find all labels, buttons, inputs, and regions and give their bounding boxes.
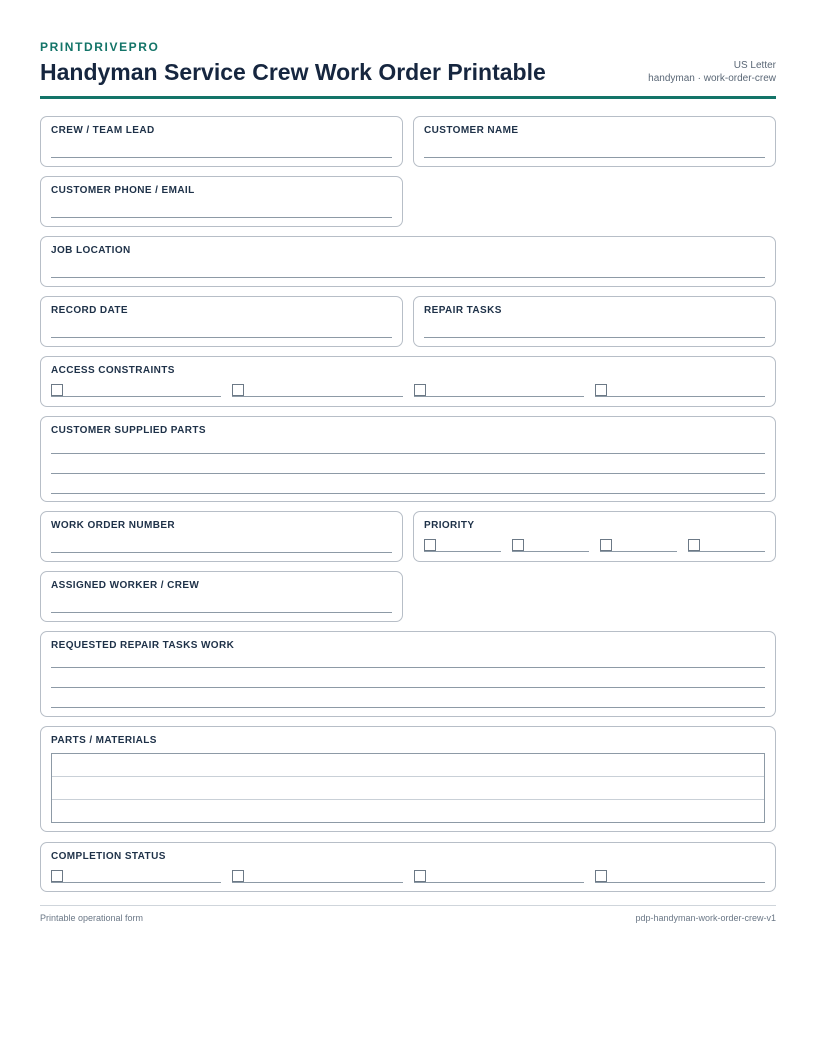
write-line[interactable] (51, 552, 392, 553)
field-label: REQUESTED REPAIR TASKS WORK (51, 640, 235, 651)
option-line[interactable] (688, 551, 765, 552)
write-line[interactable] (51, 473, 765, 474)
write-line[interactable] (51, 707, 765, 708)
checkbox[interactable] (595, 870, 607, 882)
option-line[interactable] (424, 551, 501, 552)
checkbox[interactable] (512, 539, 524, 551)
checkbox[interactable] (51, 870, 63, 882)
field-label: CUSTOMER SUPPLIED PARTS (51, 425, 206, 436)
field-label: CUSTOMER NAME (424, 125, 519, 136)
checkbox-option (424, 538, 501, 552)
footer-rule (40, 905, 776, 906)
job-location-field[interactable] (40, 236, 776, 287)
checkbox[interactable] (51, 384, 63, 396)
footer-note: Printable operational form (40, 913, 144, 923)
page-title: Handyman Service Crew Work Order Printable (40, 59, 546, 85)
write-line[interactable] (51, 157, 392, 158)
checkbox-row (51, 869, 765, 883)
checkbox-option (512, 538, 589, 552)
write-line[interactable] (424, 157, 765, 158)
option-line[interactable] (51, 882, 221, 883)
field-label: WORK ORDER NUMBER (51, 520, 176, 531)
checkbox-option (232, 383, 402, 397)
checkbox[interactable] (414, 384, 426, 396)
checkbox-option (688, 538, 765, 552)
write-line[interactable] (51, 217, 392, 218)
header-rule (40, 96, 776, 99)
checkbox-option (51, 383, 221, 397)
form-id: pdp-handyman-work-order-crew-v1 (635, 913, 776, 923)
document-meta (648, 59, 776, 85)
table-row[interactable] (52, 800, 764, 823)
assigned-worker-field[interactable] (40, 571, 403, 622)
checkbox-option (414, 869, 584, 883)
write-line[interactable] (51, 612, 392, 613)
completion-status-field (40, 842, 776, 892)
customer-contact-field[interactable] (40, 176, 403, 227)
option-line[interactable] (414, 882, 584, 883)
checkbox-option (414, 383, 584, 397)
field-label: COMPLETION STATUS (51, 851, 166, 862)
parts-materials-field (40, 726, 776, 832)
checkbox-option (51, 869, 221, 883)
repair-tasks-field[interactable] (413, 296, 776, 347)
checkbox[interactable] (424, 539, 436, 551)
field-label: JOB LOCATION (51, 245, 131, 256)
field-label: PRIORITY (424, 520, 475, 531)
work-order-number-field[interactable] (40, 511, 403, 562)
write-line[interactable] (51, 493, 765, 494)
document-tags: handyman · work-order-crew (648, 73, 776, 84)
checkbox[interactable] (232, 384, 244, 396)
table-row[interactable] (52, 754, 764, 777)
write-line[interactable] (51, 687, 765, 688)
write-line[interactable] (424, 337, 765, 338)
paper-size: US Letter (733, 60, 776, 71)
table-row[interactable] (52, 777, 764, 800)
option-line[interactable] (232, 882, 402, 883)
checkbox-row (424, 538, 765, 552)
field-label: PARTS / MATERIALS (51, 735, 157, 746)
brand-name: PRINTDRIVEPRO (40, 40, 160, 54)
option-line[interactable] (595, 396, 765, 397)
write-line[interactable] (51, 667, 765, 668)
parts-table (51, 753, 765, 823)
access-constraints-field (40, 356, 776, 407)
write-line[interactable] (51, 453, 765, 454)
option-line[interactable] (51, 396, 221, 397)
field-label: CUSTOMER PHONE / EMAIL (51, 185, 195, 196)
field-label: REPAIR TASKS (424, 305, 502, 316)
checkbox-row (51, 383, 765, 397)
checkbox[interactable] (688, 539, 700, 551)
option-line[interactable] (595, 882, 765, 883)
option-line[interactable] (414, 396, 584, 397)
write-line[interactable] (51, 277, 765, 278)
field-label: ACCESS CONSTRAINTS (51, 365, 175, 376)
crew-lead-field[interactable] (40, 116, 403, 167)
customer-supplied-parts-field[interactable] (40, 416, 776, 502)
priority-field (413, 511, 776, 562)
checkbox-option (595, 383, 765, 397)
field-label: RECORD DATE (51, 305, 128, 316)
checkbox-option (600, 538, 677, 552)
field-label: ASSIGNED WORKER / CREW (51, 580, 200, 591)
checkbox[interactable] (414, 870, 426, 882)
checkbox-option (595, 869, 765, 883)
customer-name-field[interactable] (413, 116, 776, 167)
write-line[interactable] (51, 337, 392, 338)
checkbox-option (232, 869, 402, 883)
option-line[interactable] (600, 551, 677, 552)
field-label: CREW / TEAM LEAD (51, 125, 155, 136)
option-line[interactable] (232, 396, 402, 397)
checkbox[interactable] (600, 539, 612, 551)
checkbox[interactable] (232, 870, 244, 882)
option-line[interactable] (512, 551, 589, 552)
requested-repair-work-field[interactable] (40, 631, 776, 717)
record-date-field[interactable] (40, 296, 403, 347)
checkbox[interactable] (595, 384, 607, 396)
